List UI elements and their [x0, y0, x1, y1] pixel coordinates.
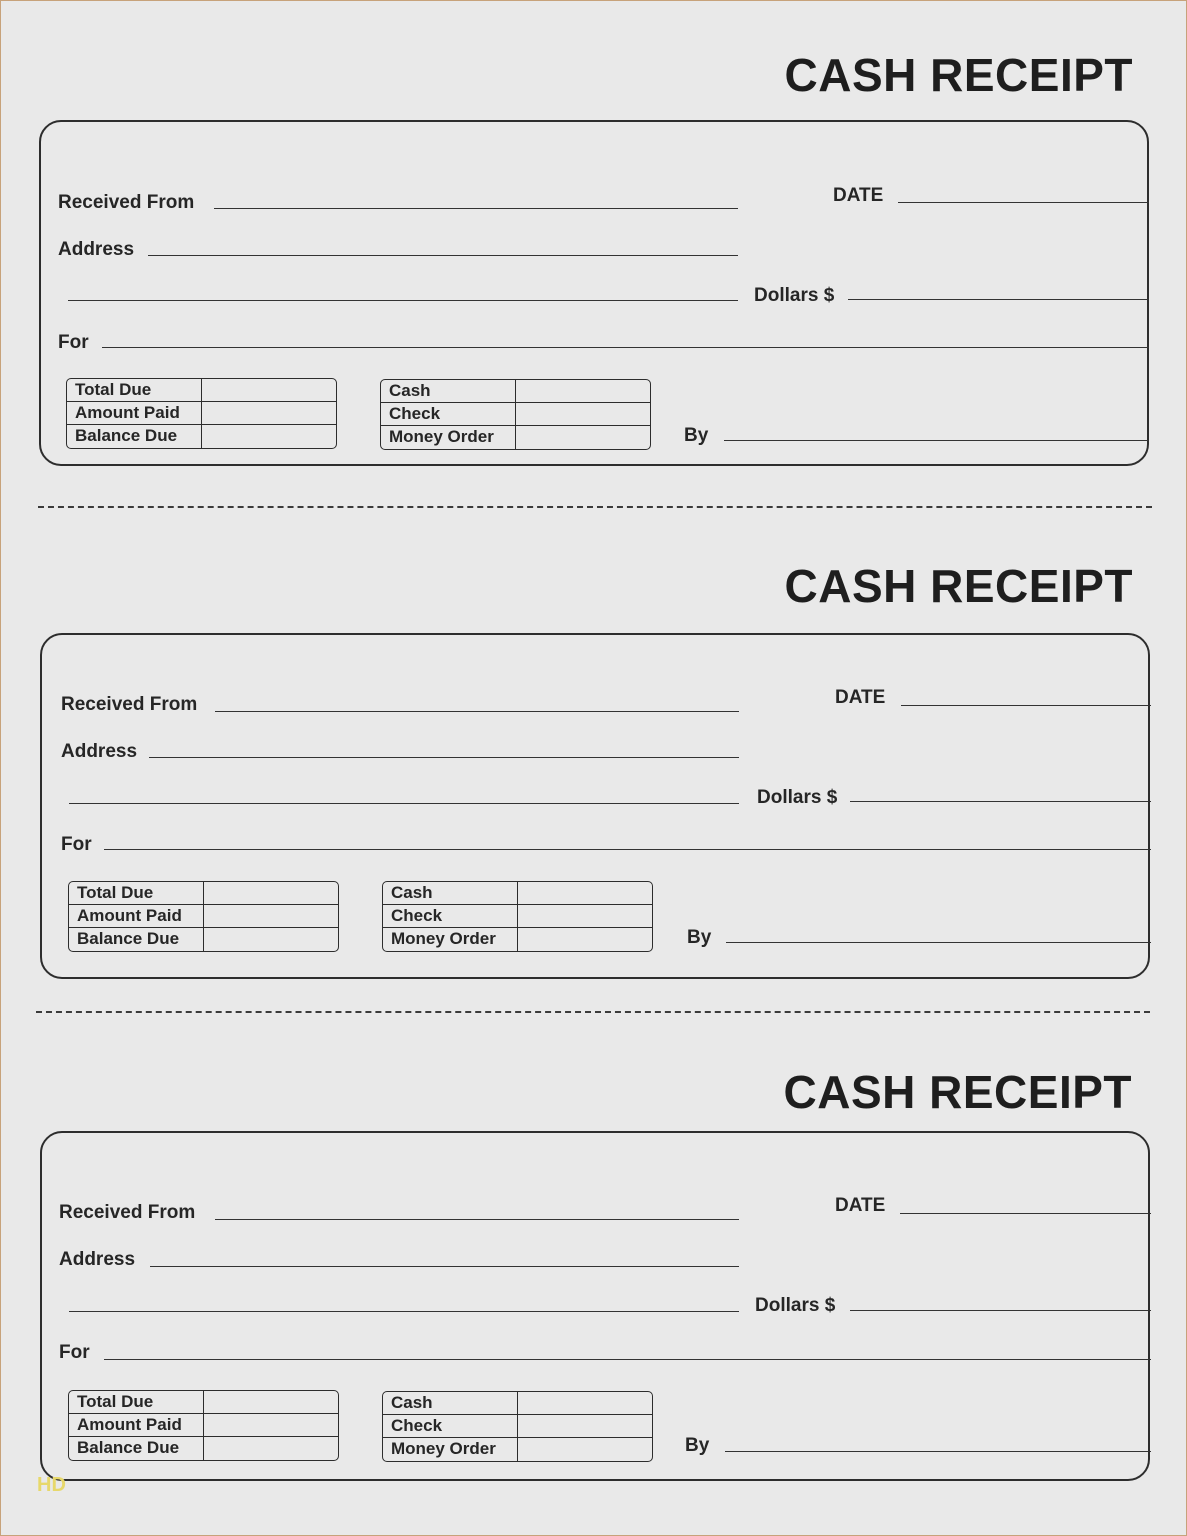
amount-paid-label: Amount Paid: [69, 1414, 204, 1436]
total-due-label: Total Due: [69, 882, 204, 904]
check-cell[interactable]: [518, 905, 652, 927]
balance-due-row[interactable]: [67, 425, 336, 448]
receipt-title: CASH RECEIPT: [784, 560, 1133, 612]
payment-method-table: [382, 1391, 653, 1462]
address-label: Address: [61, 741, 138, 762]
check-label: Check: [383, 905, 518, 927]
cash-row[interactable]: [383, 1392, 652, 1415]
received-from-field[interactable]: [215, 1219, 739, 1220]
money-order-cell[interactable]: [518, 1438, 652, 1461]
amount-paid-label: Amount Paid: [69, 905, 204, 927]
check-label: Check: [383, 1415, 518, 1437]
address-field[interactable]: [148, 255, 738, 256]
dollars-field[interactable]: [850, 801, 1151, 802]
address-line-2-field[interactable]: [69, 803, 739, 804]
cash-cell[interactable]: [518, 882, 652, 904]
amount-paid-label: Amount Paid: [67, 402, 202, 424]
watermark-logo: HD: [37, 1474, 66, 1496]
address-label: Address: [58, 239, 135, 260]
for-field[interactable]: [104, 849, 1151, 850]
by-label: By: [684, 425, 709, 446]
total-due-cell[interactable]: [202, 379, 336, 401]
by-label: By: [687, 927, 712, 948]
by-field[interactable]: [726, 942, 1151, 943]
money-order-label: Money Order: [383, 1438, 518, 1461]
received-from-field[interactable]: [214, 208, 738, 209]
balance-due-cell[interactable]: [202, 425, 336, 448]
for-field[interactable]: [104, 1359, 1151, 1360]
amount-paid-row[interactable]: [69, 1414, 338, 1437]
receipt-title: CASH RECEIPT: [783, 1066, 1132, 1118]
dollars-label: Dollars $: [757, 787, 838, 808]
date-label: DATE: [835, 1195, 886, 1216]
receipt-title: CASH RECEIPT: [784, 49, 1133, 101]
total-due-label: Total Due: [67, 379, 202, 401]
for-label: For: [58, 332, 89, 353]
address-line-2-field[interactable]: [69, 1311, 739, 1312]
dollars-label: Dollars $: [755, 1295, 836, 1316]
balance-due-row[interactable]: [69, 928, 338, 951]
total-due-cell[interactable]: [204, 1391, 338, 1413]
total-due-row[interactable]: [67, 379, 336, 402]
date-field[interactable]: [898, 202, 1149, 203]
cash-label: Cash: [381, 380, 516, 402]
balance-due-row[interactable]: [69, 1437, 338, 1460]
for-label: For: [61, 834, 92, 855]
date-field[interactable]: [901, 705, 1151, 706]
cut-line: [36, 1011, 1150, 1013]
receipt-card: [39, 120, 1149, 466]
by-field[interactable]: [724, 440, 1149, 441]
totals-table: [68, 881, 339, 952]
check-row[interactable]: [383, 1415, 652, 1438]
check-cell[interactable]: [516, 403, 650, 425]
amount-paid-row[interactable]: [69, 905, 338, 928]
cash-cell[interactable]: [516, 380, 650, 402]
receipt-2: [0, 511, 1187, 981]
cash-row[interactable]: [381, 380, 650, 403]
address-label: Address: [59, 1249, 136, 1270]
balance-due-cell[interactable]: [204, 928, 338, 951]
total-due-row[interactable]: [69, 882, 338, 905]
dollars-label: Dollars $: [754, 285, 835, 306]
receipt-card: [40, 1131, 1150, 1481]
total-due-row[interactable]: [69, 1391, 338, 1414]
total-due-cell[interactable]: [204, 882, 338, 904]
check-row[interactable]: [381, 403, 650, 426]
check-cell[interactable]: [518, 1415, 652, 1437]
address-line-2-field[interactable]: [68, 300, 738, 301]
check-label: Check: [381, 403, 516, 425]
amount-paid-row[interactable]: [67, 402, 336, 425]
date-field[interactable]: [900, 1213, 1151, 1214]
dollars-field[interactable]: [850, 1310, 1151, 1311]
for-field[interactable]: [102, 347, 1149, 348]
balance-due-label: Balance Due: [67, 425, 202, 448]
money-order-row[interactable]: [383, 928, 652, 951]
totals-table: [66, 378, 337, 449]
money-order-label: Money Order: [383, 928, 518, 951]
money-order-row[interactable]: [381, 426, 650, 449]
date-label: DATE: [835, 687, 886, 708]
receipt-1: [0, 0, 1187, 470]
cash-row[interactable]: [383, 882, 652, 905]
total-due-label: Total Due: [69, 1391, 204, 1413]
totals-table: [68, 1390, 339, 1461]
balance-due-label: Balance Due: [69, 1437, 204, 1460]
receipt-card: [40, 633, 1150, 979]
received-from-label: Received From: [58, 192, 195, 213]
date-label: DATE: [833, 185, 884, 206]
by-label: By: [685, 1435, 710, 1456]
payment-method-table: [382, 881, 653, 952]
by-field[interactable]: [725, 1451, 1151, 1452]
received-from-label: Received From: [61, 694, 198, 715]
received-from-label: Received From: [59, 1202, 196, 1223]
receipt-3: [0, 1017, 1187, 1487]
balance-due-cell[interactable]: [204, 1437, 338, 1460]
payment-method-table: [380, 379, 651, 450]
cut-line: [38, 506, 1152, 508]
address-field[interactable]: [150, 1266, 739, 1267]
cash-cell[interactable]: [518, 1392, 652, 1414]
amount-paid-cell[interactable]: [204, 1414, 338, 1436]
amount-paid-cell[interactable]: [202, 402, 336, 424]
money-order-cell[interactable]: [518, 928, 652, 951]
dollars-field[interactable]: [848, 299, 1149, 300]
check-row[interactable]: [383, 905, 652, 928]
cash-label: Cash: [383, 882, 518, 904]
cash-label: Cash: [383, 1392, 518, 1414]
for-label: For: [59, 1342, 90, 1363]
address-field[interactable]: [149, 757, 739, 758]
balance-due-label: Balance Due: [69, 928, 204, 951]
amount-paid-cell[interactable]: [204, 905, 338, 927]
received-from-field[interactable]: [215, 711, 739, 712]
money-order-row[interactable]: [383, 1438, 652, 1461]
money-order-cell[interactable]: [516, 426, 650, 449]
money-order-label: Money Order: [381, 426, 516, 449]
